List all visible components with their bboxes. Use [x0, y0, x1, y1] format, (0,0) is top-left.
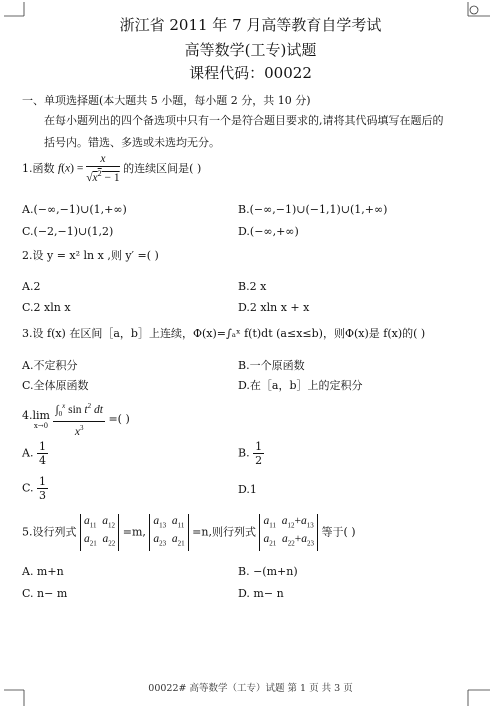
question-1-fraction: $\frac{x}{√x^2 - 1}$ [86, 153, 120, 184]
option-c-label: C. [22, 481, 34, 495]
question-4-tail: =( ) [108, 412, 130, 426]
question-1-tail: 的连续区间是( ) [123, 161, 202, 175]
question-4-lead: 4.lim [22, 408, 50, 422]
determinant-1: $a_{11}$ $a_{12}$ $a_{21}$ $a_{22}$ [80, 514, 119, 551]
question-3-stem: 3.设 f(x) 在区间［a，b］上连续，Φ(x)=∫ₐˣ f(t)dt (a≤x≤b)，则Φ(x)是 f(x)的( ) [22, 327, 426, 340]
question-5-tail: 等于( ) [321, 525, 356, 539]
question-5 [22, 514, 356, 551]
section-heading: 一、单项选择题(本大题共 5 小题，每小题 2 分，共 10 分) [22, 94, 311, 107]
option-b-fraction: $\frac{1}{2}$ [255, 440, 263, 467]
exam-subject: 高等数学(工专)试题 [184, 41, 317, 59]
option-a-fraction: $\frac{1}{4}$ [38, 440, 46, 467]
question-1-option-c: C.(−2,−1)∪(1,2) [22, 225, 114, 238]
option-b-label: B. [238, 446, 250, 460]
course-code: 课程代码：00022 [189, 64, 312, 82]
question-4 [22, 400, 130, 439]
question-5-option-b: B. −(m+n) [238, 565, 298, 578]
question-1-option-b: B.(−∞,−1)∪(−1,1)∪(1,+∞) [238, 203, 388, 216]
question-4-fraction: $\frac{\int_0^x \sin t^2 dt}{x^3}$ [55, 402, 103, 438]
question-2-option-c: C.2 xln x [22, 301, 71, 314]
question-2-stem: 2.设 y = x² ln x ,则 y′ =( ) [22, 249, 159, 262]
question-1-option-a: A.(−∞,−1)∪(1,+∞) [22, 203, 127, 216]
question-4-option-c [22, 475, 48, 502]
question-3-option-a: A.不定积分 [22, 359, 78, 372]
question-5-mid1: =m, [122, 525, 146, 539]
question-1 [22, 153, 201, 185]
question-5-lead: 5.设行列式 [22, 525, 77, 539]
question-4-option-a [22, 440, 48, 467]
question-2-option-a: A.2 [22, 280, 41, 293]
question-3-option-b: B.一个原函数 [238, 359, 305, 372]
question-4-option-d: D.1 [238, 483, 257, 496]
question-4-limit-sub: x→0 [33, 421, 49, 430]
question-5-option-a: A. m+n [22, 565, 64, 578]
question-5-mid2: =n,则行列式 [192, 525, 256, 539]
question-3-option-d: D.在［a，b］上的定积分 [238, 379, 363, 392]
question-3-option-c: C.全体原函数 [22, 379, 89, 392]
question-1-option-d: D.(−∞,+∞) [238, 225, 299, 238]
section-instruction-line1: 在每小题列出的四个备选项中只有一个是符合题目要求的,请将其代码填写在题后的 [44, 114, 444, 127]
determinant-3: $a_{11}$ $a_{12}+a_{13}$ $a_{21}$ $a_{22}+a_{23}$ [259, 514, 318, 551]
determinant-2: $a_{13}$ $a_{11}$ $a_{23}$ $a_{21}$ [149, 514, 188, 551]
option-c-fraction: $\frac{1}{3}$ [39, 475, 47, 502]
exam-title: 浙江省 2011 年 7 月高等教育自学考试 [119, 16, 382, 34]
question-4-option-b [238, 440, 264, 467]
question-1-formula: f(x) = $\frac{x}{√x^2 - 1}$ [58, 153, 120, 184]
question-1-lead: 1.函数 [22, 161, 55, 175]
option-a-label: A. [22, 446, 34, 460]
question-2-option-d: D.2 xln x + x [238, 301, 310, 314]
page-footer: 00022# 高等数学（工专）试题 第 1 页 共 3 页 [148, 683, 353, 694]
question-5-option-c: C. n− m [22, 587, 68, 600]
question-5-option-d: D. m− n [238, 587, 284, 600]
question-2-option-b: B.2 x [238, 280, 267, 293]
section-instruction-line2: 括号内。错选、多选或未选均无分。 [44, 136, 220, 149]
